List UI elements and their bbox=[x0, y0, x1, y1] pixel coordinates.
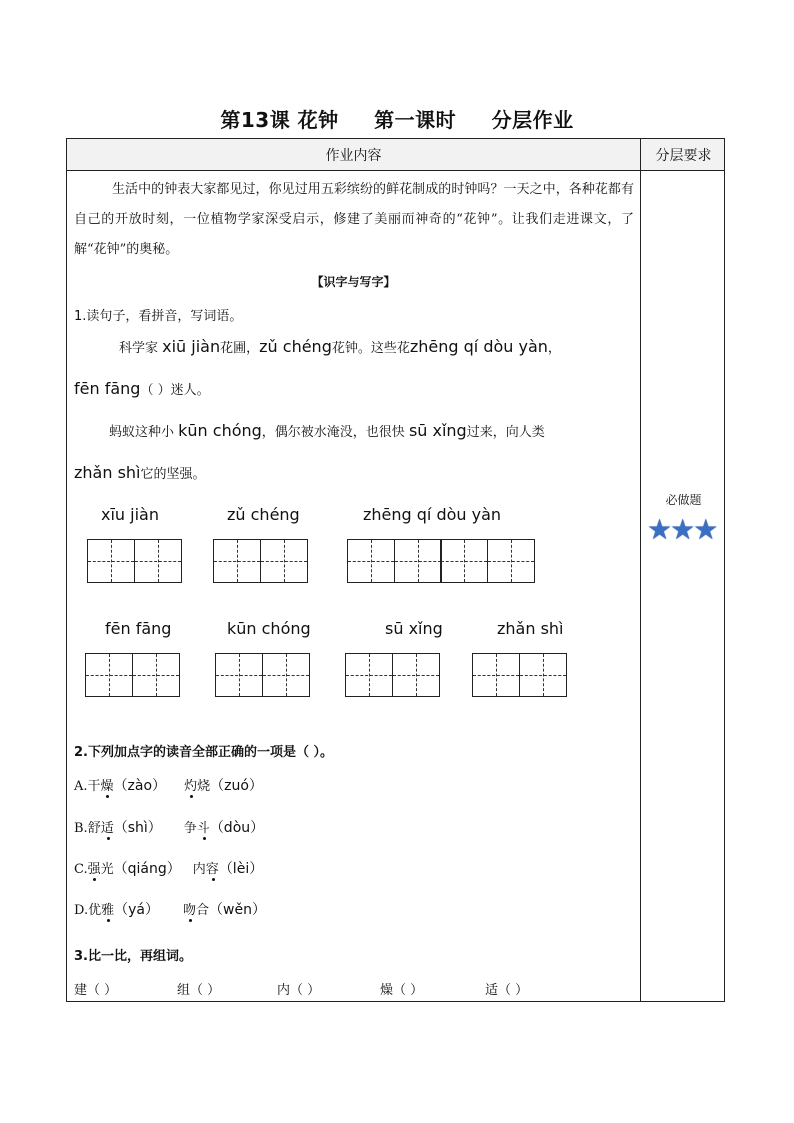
q3-item-2[interactable]: 组（ ） bbox=[177, 983, 221, 998]
q2-option-a[interactable]: A.干燥（zào） 灼烧（zuó） bbox=[74, 778, 263, 794]
pinyin: zhēng qí dòu yàn bbox=[409, 337, 548, 356]
pinyin: sū xǐng bbox=[408, 421, 467, 440]
writing-box[interactable] bbox=[215, 653, 263, 697]
q2-prompt: 2.下列加点字的读音全部正确的一项是（ ）。 bbox=[74, 745, 334, 760]
q3-prompt: 3.比一比，再组词。 bbox=[74, 949, 192, 964]
q2-option-b[interactable]: B.舒适（shì） 争斗（dòu） bbox=[74, 820, 265, 836]
writing-box[interactable] bbox=[487, 539, 535, 583]
intro-text: 生活中的钟表大家都见过，你见过用五彩缤纷的鲜花制成的时钟吗？一天之中，各种花都有自己的开放时刻，一位植物学家深受启示，修建了美丽而神奇的“花钟”。让我们走进课文，了解“花钟”的奥秘。 bbox=[74, 182, 634, 257]
grid-pinyin: kūn chóng bbox=[227, 619, 311, 638]
writing-box[interactable] bbox=[213, 539, 261, 583]
pinyin: kūn chóng bbox=[178, 421, 262, 440]
writing-box[interactable] bbox=[392, 653, 440, 697]
writing-box[interactable] bbox=[347, 539, 395, 583]
writing-box[interactable] bbox=[440, 539, 488, 583]
writing-box[interactable] bbox=[260, 539, 308, 583]
homework-type: 分层作业 bbox=[491, 108, 574, 132]
header-level: 分层要求 bbox=[655, 148, 712, 164]
grid-pinyin: xīu jiàn bbox=[101, 505, 159, 524]
star-rating-icon: ★★★ bbox=[647, 513, 717, 546]
grid-pinyin: zhēng qí dòu yàn bbox=[363, 505, 502, 524]
q3-item-4[interactable]: 燥（ ） bbox=[380, 983, 424, 998]
section-heading: 【识字与写字】 bbox=[311, 275, 396, 289]
writing-box[interactable] bbox=[132, 653, 180, 697]
q3-item-5[interactable]: 适（ ） bbox=[485, 983, 529, 998]
q1-line1: 科学家 xiū jiàn花圃，zǔ chéng花钟。这些花zhēng qí dòu yàn， bbox=[119, 337, 561, 356]
q2-option-d[interactable]: D.优雅（yá） 吻合（wěn） bbox=[74, 902, 266, 918]
q2-option-c[interactable]: C.强光（qiáng） 内容（lèi） bbox=[74, 861, 264, 877]
grid-pinyin: zǔ chéng bbox=[227, 505, 300, 524]
writing-box[interactable] bbox=[85, 653, 133, 697]
q1-line2: fēn fāng（ ）迷人。 bbox=[74, 379, 210, 398]
writing-box[interactable] bbox=[262, 653, 310, 697]
writing-box[interactable] bbox=[472, 653, 520, 697]
pinyin: fēn fāng bbox=[74, 379, 141, 398]
writing-box[interactable] bbox=[519, 653, 567, 697]
worksheet-table bbox=[66, 138, 725, 1002]
grid-pinyin: fēn fāng bbox=[105, 619, 172, 638]
lesson-title: 第13课 花钟 bbox=[220, 108, 339, 132]
writing-box[interactable] bbox=[134, 539, 182, 583]
level-label: 必做题 bbox=[665, 493, 702, 507]
page-title bbox=[0, 104, 794, 133]
pinyin: zhǎn shì bbox=[74, 463, 141, 482]
pinyin: xiū jiàn bbox=[162, 337, 221, 356]
q1-line4: zhǎn shì它的坚强。 bbox=[74, 463, 206, 482]
grid-pinyin: sū xǐng bbox=[385, 619, 443, 638]
intro-paragraph bbox=[74, 175, 634, 265]
writing-box[interactable] bbox=[394, 539, 442, 583]
pinyin: zǔ chéng bbox=[259, 337, 332, 356]
q1-line3: 蚂蚁这种小 kūn chóng，偶尔被水淹没，也很快 sū xǐng过来，向人类 bbox=[109, 421, 545, 440]
q3-item-3[interactable]: 内（ ） bbox=[277, 983, 321, 998]
grid-pinyin: zhǎn shì bbox=[497, 619, 564, 638]
writing-box[interactable] bbox=[87, 539, 135, 583]
q3-item-1[interactable]: 建（ ） bbox=[74, 983, 118, 998]
period-title: 第一课时 bbox=[374, 108, 457, 132]
writing-box[interactable] bbox=[345, 653, 393, 697]
header-content: 作业内容 bbox=[325, 148, 382, 164]
q1-prompt: 1.读句子，看拼音，写词语。 bbox=[74, 309, 243, 324]
column-divider bbox=[640, 139, 641, 1001]
